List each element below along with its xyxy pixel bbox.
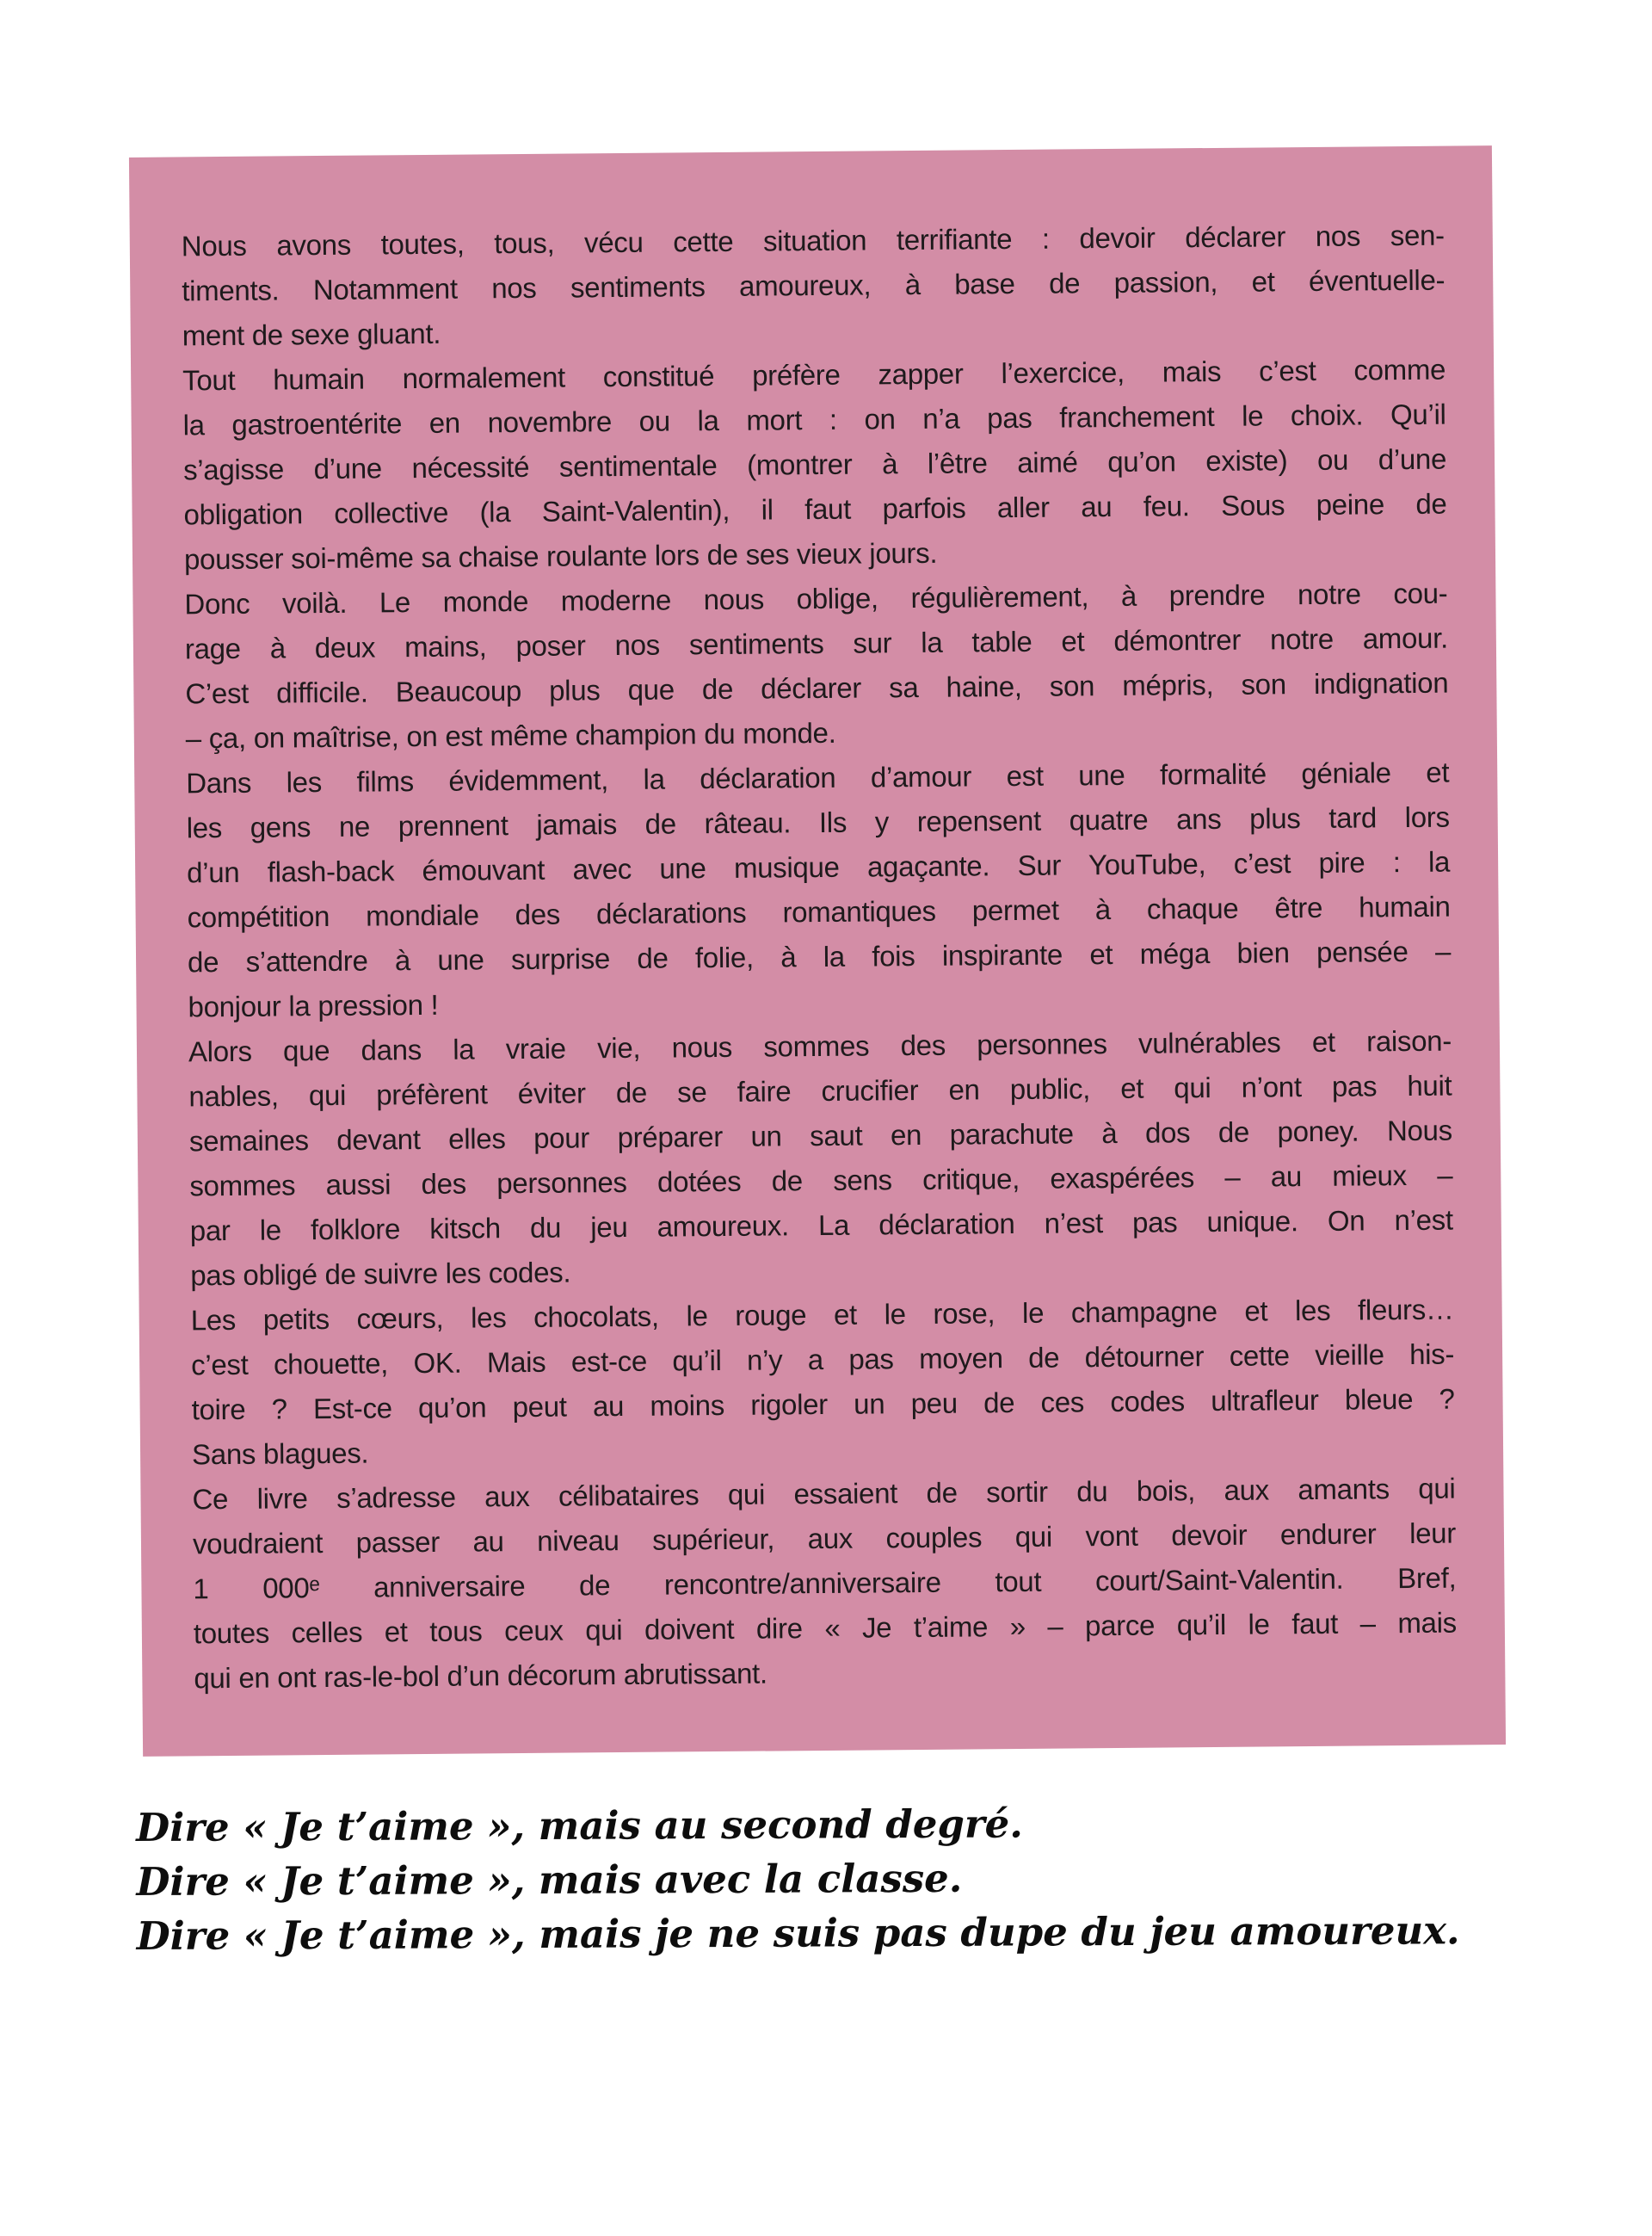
intro-panel xyxy=(129,145,1506,1757)
text-line: Sans blagues. xyxy=(191,1436,369,1471)
tagline-line: Dire « Je t’aime », mais avec la classe. xyxy=(136,1855,963,1905)
text-line: Tout humain normalement constitué préfère zapper l’exercice, mais c’est comme xyxy=(182,353,1446,397)
text-line: les gens ne prennent jamais de râteau. Ils y repensent quatre ans plus tard lors xyxy=(186,800,1450,844)
text-line: Dans les films évidemment, la déclaration d’amour est une formalité géniale et xyxy=(186,756,1450,800)
text-line: la gastroentérite en novembre ou la mort : on n’a pas franchement le choix. Qu’il xyxy=(182,398,1446,442)
text-line: Les petits cœurs, les chocolats, le rouge et le rose, le champagne et les fleurs… xyxy=(190,1293,1454,1337)
tagline-line: Dire « Je t’aime », mais au second degré. xyxy=(136,1801,1024,1850)
text-line: pas obligé de suivre les codes. xyxy=(190,1256,571,1292)
text-line: C’est difficile. Beaucoup plus que de déclarer sa haine, son mépris, son indignation xyxy=(185,666,1449,710)
text-line: semaines devant elles pour préparer un saut en parachute à dos de poney. Nous xyxy=(188,1114,1453,1158)
text-line: nables, qui préfèrent éviter de se faire crucifier en public, et qui n’ont pas huit xyxy=(188,1069,1452,1113)
text-line: par le folklore kitsch du jeu amoureux. La déclaration n’est pas unique. On n’est xyxy=(189,1203,1453,1247)
text-line: qui en ont ras-le-bol d’un décorum abrutissant. xyxy=(194,1657,767,1695)
text-line: 1 000ᵉ anniversaire de rencontre/anniversaire tout court/Saint-Valentin. Bref, xyxy=(193,1561,1457,1605)
text-line: Nous avons toutes, tous, vécu cette situation terrifiante : devoir déclarer nos sen- xyxy=(181,219,1445,263)
taglines-block xyxy=(136,1794,1513,1963)
text-line: – ça, on maîtrise, on est même champion du monde. xyxy=(185,716,836,755)
text-line: Ce livre s’adresse aux célibataires qui essaient de sortir du bois, aux amants qui xyxy=(192,1472,1456,1516)
text-line: voudraient passer au niveau supérieur, aux couples qui vont devoir endurer leur xyxy=(192,1516,1457,1560)
text-line: Alors que dans la vraie vie, nous sommes des personnes vulnérables et raison- xyxy=(188,1024,1452,1068)
text-line: toutes celles et tous ceux qui doivent dire « Je t’aime » – parce qu’il le faut – mais xyxy=(193,1606,1457,1650)
text-line: timents. Notamment nos sentiments amoureux, à base de passion, et éventuelle- xyxy=(182,263,1446,307)
text-line: rage à deux mains, poser nos sentiments sur la table et démontrer notre amour. xyxy=(184,621,1449,665)
text-line: bonjour la pression ! xyxy=(188,988,439,1023)
text-line: obligation collective (la Saint-Valentin), il faut parfois aller au feu. Sous peine de xyxy=(183,487,1447,531)
text-line: c’est chouette, OK. Mais est-ce qu’il n’y a pas moyen de détourner cette vieille his- xyxy=(191,1337,1455,1381)
text-line: d’un flash-back émouvant avec une musique agaçante. Sur YouTube, c’est pire : la xyxy=(187,845,1451,889)
text-line: compétition mondiale des déclarations romantiques permet à chaque être humain xyxy=(187,890,1451,934)
text-line: toire ? Est-ce qu’on peut au moins rigoler un peu de ces codes ultrafleur bleue ? xyxy=(191,1382,1455,1426)
text-line: de s’attendre à une surprise de folie, à la fois inspirante et méga bien pensée – xyxy=(187,935,1452,979)
intro-text-block xyxy=(182,213,1458,1702)
tagline-line: Dire « Je t’aime », mais je ne suis pas dupe du jeu amoureux. xyxy=(136,1907,1460,1959)
text-line: sommes aussi des personnes dotées de sens critique, exaspérées – au mieux – xyxy=(189,1158,1453,1202)
text-line: pousser soi-même sa chaise roulante lors de ses vieux jours. xyxy=(183,536,938,576)
text-line: Donc voilà. Le monde moderne nous oblige, régulièrement, à prendre notre cou- xyxy=(184,577,1448,621)
text-line: s’agisse d’une nécessité sentimentale (montrer à l’être aimé qu’on existe) ou d’une xyxy=(182,442,1447,486)
text-line: ment de sexe gluant. xyxy=(182,317,441,352)
